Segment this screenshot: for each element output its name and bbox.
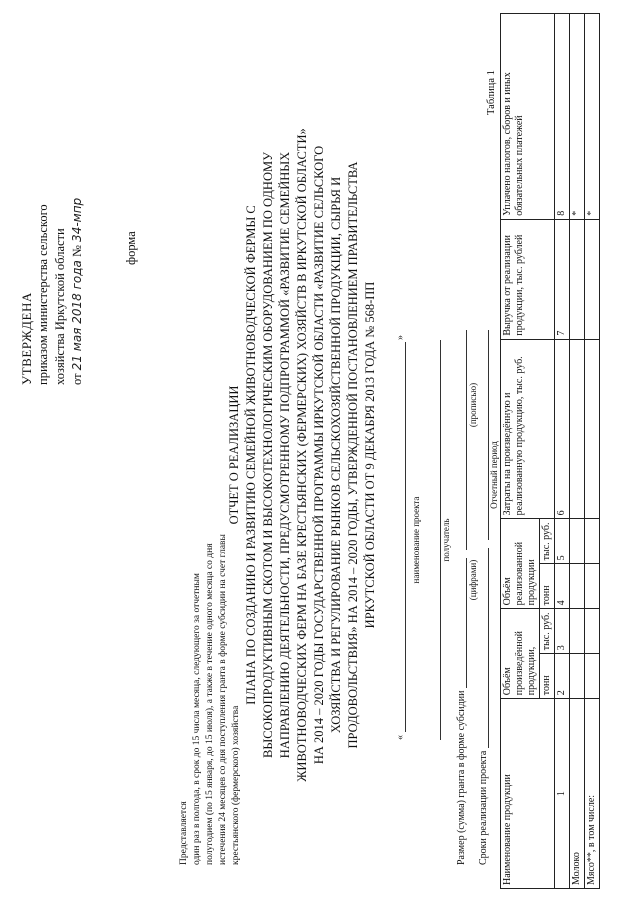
table-cell <box>585 519 600 564</box>
grant-label: Размер (сумма) гранта в форме субсидии <box>456 690 467 865</box>
header-revenue: Выручка от реализации продукции, тыс. рублей <box>501 219 555 339</box>
approval-title: УТВЕРЖДЕНА <box>19 292 34 385</box>
table-cell <box>570 564 585 609</box>
title-line-3: ВЫСОКОПРОДУКТИВНЫМ СКОТОМ И ВЫСОКОТЕХНОЛОГИЧЕСКИМ ОБОРУДОВАНИЕМ ПО ОДНОМУ <box>261 152 275 758</box>
title-line-6: НА 2014 – 2020 ГОДЫ ГОСУДАРСТВЕННОЙ ПРОГРАММЫ ИРКУТСКОЙ ОБЛАСТИ «РАЗВИТИЕ СЕЛЬСКОГО <box>312 145 326 765</box>
title-line-5: ЖИВОТНОВОДЧЕСКИХ ФЕРМ НА БАЗЕ КРЕСТЬЯНСКИХ (ФЕРМЕРСКИХ) ХОЗЯЙСТВ В ИРКУТСКОЙ ОБЛАСТИ» <box>295 128 309 782</box>
title-line-9: ИРКУТСКОЙ ОБЛАСТИ ОТ 9 ДЕКАБРЯ 2013 ГОДА № 568-ПП <box>363 281 377 629</box>
header-sold-volume: Объём реализованной продукции <box>501 519 540 609</box>
digits-caption: (цифрами) <box>468 559 478 601</box>
recipient-line <box>430 340 441 740</box>
approval-line-3 <box>69 15 86 385</box>
row-product-name: Молоко <box>570 699 585 889</box>
approval-line-1: приказом министерства сельского <box>36 204 50 385</box>
project-name-caption: наименование проекта <box>411 496 421 584</box>
table-row <box>585 14 600 889</box>
term-label: Сроки реализации проекта <box>478 750 489 865</box>
col-number: 3 <box>555 609 570 654</box>
table-cell <box>570 609 585 654</box>
project-name-row <box>395 335 406 740</box>
approval-line-2: хозяйства Иркутской области <box>53 228 67 385</box>
col-number: 5 <box>555 519 570 564</box>
header-product-name: Наименование продукции <box>501 699 555 889</box>
header-row <box>501 14 540 889</box>
title-line-4: НАПРАВЛЕНИЮ ДЕЯТЕЛЬНОСТИ, ПРЕДУСМОТРЕННОМУ ПОДПРОГРАММОЙ «РАЗВИТИЕ СЕМЕЙНЫХ <box>278 151 292 759</box>
table-cell <box>585 219 600 339</box>
grant-digits-line <box>456 558 467 688</box>
report-title <box>226 65 379 845</box>
unit-thousand-rub: тыс. руб. <box>540 519 555 564</box>
note-line-3: полугодием (по 15 января, до 15 июля), а также в течение одного месяца со дня <box>205 543 215 865</box>
form-label: форма <box>124 231 138 265</box>
col-number: 1 <box>555 699 570 889</box>
words-caption: (прописью) <box>468 382 478 428</box>
col-number: 8 <box>555 14 570 220</box>
period-caption: Отчетный период <box>489 441 499 509</box>
quote-close: » <box>395 335 406 340</box>
header-produced-volume: Объём произведённой продукции, <box>501 609 540 699</box>
table-cell <box>570 219 585 339</box>
handwritten-date: 21 мая 2018 года <box>70 260 84 371</box>
title-line-8: ПРОДОВОЛЬСТВИЯ» НА 2014 – 2020 ГОДЫ, УТВЕРЖДЕННОЙ ПОСТАНОВЛЕНИЕМ ПРАВИТЕЛЬСТВА <box>346 161 360 749</box>
table-cell <box>570 654 585 699</box>
approval-block <box>18 15 86 385</box>
unit-thousand-rub: тыс. руб. <box>540 609 555 654</box>
header-taxes: Уплачено налогов, сборов и иных обязательных платежей <box>501 14 555 220</box>
table-cell <box>570 339 585 519</box>
title-line-1: ОТЧЕТ О РЕАЛИЗАЦИИ <box>227 385 241 525</box>
handwritten-number: 34-мпр <box>70 197 84 242</box>
row-taxes: * <box>570 14 585 220</box>
table-row <box>570 14 585 889</box>
header-costs: Затраты на произведённую и реализованную продукцию, тыс. руб. <box>501 339 555 519</box>
table-cell <box>585 564 600 609</box>
production-report-table <box>500 13 600 889</box>
recipient-caption: получатель <box>441 518 451 562</box>
col-number: 4 <box>555 564 570 609</box>
quote-open: « <box>395 735 406 740</box>
note-line-2: один раз в полгода, в срок до 15 числа месяца, следующего за отчетным <box>192 573 202 865</box>
table-cell <box>585 654 600 699</box>
term-line <box>478 548 489 748</box>
table-cell <box>585 609 600 654</box>
grant-row <box>456 330 467 865</box>
grant-words-line <box>456 330 467 550</box>
approval-date-prefix: от <box>70 373 84 385</box>
unit-tons: тонн <box>540 654 555 699</box>
title-line-7: ХОЗЯЙСТВА И РЕГУЛИРОВАНИЕ РЫНКОВ СЕЛЬСКОХОЗЯЙСТВЕННОЙ ПРОДУКЦИИ, СЫРЬЯ И <box>329 176 343 734</box>
note-line-1: Представляется <box>179 801 189 865</box>
note-line-4: истечения 24 месяцев со дня поступления гранта в форме субсидии на счет главы <box>218 534 228 865</box>
project-name-line <box>395 343 406 733</box>
table-caption: Таблица 1 <box>486 70 497 115</box>
note-line-5: крестьянского (фермерского) хозяйства <box>231 705 241 865</box>
title-line-2: ПЛАНА ПО СОЗДАНИЮ И РАЗВИТИЮ СЕМЕЙНОЙ ЖИВОТНОВОДЧЕСКОЙ ФЕРМЫ С <box>244 205 258 705</box>
period-line <box>478 330 489 540</box>
term-row <box>478 330 489 865</box>
approval-number-label: № <box>70 245 84 257</box>
row-product-name: Мясо**, в том числе: <box>585 699 600 889</box>
row-taxes: * <box>585 14 600 220</box>
table-cell <box>585 339 600 519</box>
unit-tons: тонн <box>540 564 555 609</box>
recipient-row <box>430 340 441 740</box>
col-number: 7 <box>555 219 570 339</box>
column-number-row <box>555 14 570 889</box>
col-number: 6 <box>555 339 570 519</box>
col-number: 2 <box>555 654 570 699</box>
table-cell <box>570 519 585 564</box>
